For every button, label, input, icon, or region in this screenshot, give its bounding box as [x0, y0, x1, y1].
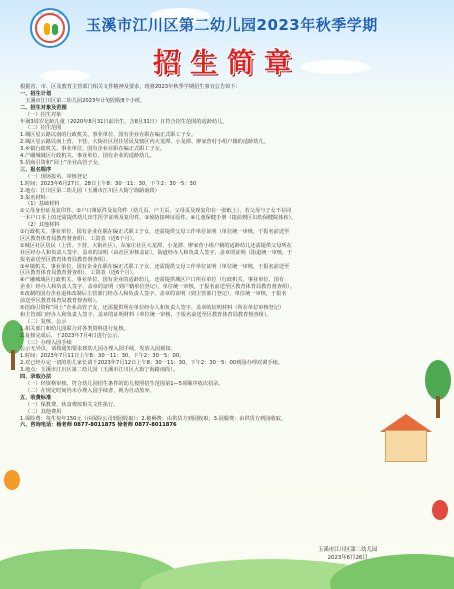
notice-line: 区区教育体育局教育督查组）、工资表（近6个月）。: [20, 270, 138, 277]
notice-line: 玉溪市江川区第二幼儿园2023年计划招收8个小班。: [25, 97, 146, 104]
notice-line: 前送至区教育体育局教育督查组）。: [20, 298, 101, 305]
notice-line: ②城区社区居民（上营、下营、大街社区）、东家庄社区大龙潭、小龙潭、廖家营小组户籍的适龄幼儿还需提供父母所在: [20, 242, 292, 249]
notice-line: （三）办理入园手续: [25, 339, 72, 346]
notice-line: 1.时间：2023年6月27日、28日上午8：30一11：30，下午2：30一5：30: [20, 180, 197, 187]
logo-text: 玉溪市江川区第二幼儿园: [33, 12, 67, 16]
notice-line: ①父母身份证及复印件。②户口簿原件及复印件（幼儿页、户主页、父母页及现复印在一张纸上），若父母与子女不在同: [20, 208, 292, 215]
section-heading: 六、咨询电话：杨老师 0877-8011875 徐老师 0877-8011876: [20, 422, 177, 429]
notice-line: （一）招生对象: [25, 111, 62, 118]
notice-line: 4.产融城域区行政机关、事业单位、国有企业的适龄幼儿。: [20, 153, 155, 160]
notice-line: 企业）经办人和负责人签字、盖章的证明（到户籍单位登记），单位统一审核，于报名前送至区教育体育局教育督查组）。: [20, 284, 295, 291]
school-title: 玉溪市江川区第二幼儿园2023年秋季学期: [86, 16, 378, 34]
notice-line: （二）招生范围: [25, 125, 62, 132]
section-heading: 四、录取办法: [20, 374, 52, 381]
notice-line: 2.城区星云路以南上营、下营、大街社区居住居民及辖区内大龙潭、小龙潭、廖家营村小组户籍的适龄幼儿。: [20, 139, 269, 146]
notice-line: 3.乡镇行政机关、事业单位、国有企业在职在编正式职工子女。: [20, 146, 166, 153]
section-heading: 一、招生计划: [20, 90, 52, 97]
section-heading: 二、招生对象及范围: [20, 104, 67, 111]
notice-line: （二）复核、公示: [25, 318, 67, 325]
notice-line: （1）基础材料: [25, 201, 60, 208]
notice-line: 和主管部门经办人和负责人签字、盖章的证明材料（单位统一审核，于报名前送至区教育体育局教育督查组）。: [20, 311, 272, 318]
section-heading: 三、报名程序: [20, 166, 52, 173]
signature-block: [318, 546, 377, 562]
notice-line: 5.招商引资和“回上”企业高管子女。: [20, 159, 103, 166]
logo-ring: [35, 13, 65, 43]
signature-date: 2023年6月26日: [327, 555, 368, 561]
notice-line: 公示无异议，请按通知要求到幼儿园办理入园手续，发放入园须知。: [20, 346, 176, 353]
notice-line: 年满3周岁足龄儿童（2020年8月31日前出生，含8月31日）且符合招生范围的适龄幼儿。: [20, 118, 228, 125]
notice-line: 2.对已经办完一切的幼儿家长请于2023年7月12日上午8：30一11：30，下午2：30一5：00到园办理对调手续。: [20, 360, 283, 367]
notice-line: 1.相关部门和幼儿园联合对各类资料进行复核。: [20, 325, 129, 332]
notice-line: 3.地点：玉溪市江川区第二幼儿园（玉溪市江川区大街宁海路南段）。: [20, 367, 178, 374]
notice-line: （二）在规定时间内未办理入园手续者，视为自动放弃。: [25, 387, 155, 394]
balloon-decoration: [4, 470, 20, 490]
logo-child-figure: [44, 23, 50, 35]
notice-body: [20, 84, 438, 429]
notice-line: 1.保险费：每生每年150元（由保险公司到园收取）；2.被褥费：由供货方到园收取；3.园服费：由供货方到园收取。: [20, 415, 286, 422]
notice-line: （2）其他材料: [25, 222, 60, 229]
notice-line: （一）现场报名、审核登记: [25, 173, 88, 180]
notice-line: 1.时间：2023年7月11日上午8：30一11：30，下午2：30一5：00。: [20, 353, 185, 360]
section-heading: 五、收费标准: [20, 394, 52, 401]
notice-line: 社区经办人和负责人签字、盖章的证明（由社区审核盖证），街道经办人和负责人签字、盖章的证明（街道统一审核，于: [20, 249, 293, 256]
main-title: 招生简章: [153, 48, 301, 79]
notice-line: 报名前送至区教育体育局教育督查组）。: [20, 256, 111, 263]
logo-child-figure: [52, 24, 58, 35]
house-decoration: [385, 430, 427, 462]
notice-line: （二）其他费用: [25, 408, 62, 415]
grass-hills: [0, 531, 454, 589]
notice-line: ④产融城域区行政机关、事业单位、国有企业的适龄幼儿，还需提供城区户口所在单位（行政机关、事业单位、国有: [20, 277, 285, 284]
notice-line: ③乡镇机关、事业单位、国有企业在职在编正式职工子女，还需提供父母工作单位证明（单位统一审核，于报名前送至: [20, 263, 290, 270]
notice-line: （一）保教费、伙食费按相关文件执行。: [25, 401, 119, 408]
notice-line: 一本户口本上的还需提供幼儿出生医学证明及复印件。③预防接种证原件。④儿童保健手册（提前到区妇幼保健院体检）。: [20, 215, 297, 222]
notice-line: （一）经资格审核，符合幼儿园招生条件的幼儿按照招生范围第1—5项顺序依次招录。: [25, 380, 224, 387]
notice-line: 2.地点：江川区第二幼儿园（玉溪市江川区大街宁海路南段）: [20, 187, 160, 194]
notice-line: ①行政机关、事业单位、国有企业在职在编正式职工子女，还需提供父母工作单位证明（单位统一审核，于报名前送至: [20, 229, 290, 236]
notice-line: ⑤招商引资和“回上”企业高管子女，还需提供所在单位经办人和负责人签字、盖章的证明材料（所在单位审核登记）: [20, 305, 285, 311]
notice-line: ⑤改制的国有企业退休改制后主管部门经办人和负责人签字、盖章的证明（到主管部门登记），单位统一审核，于报名: [20, 291, 287, 298]
notice-line: 2.复核完成后，于2023年7月4日进行公示。: [20, 332, 123, 339]
notice-line: 根据省、市、区及教育主管部门相关文件精神及要求，现将2023年秋季学期招生事宜公告如下：: [20, 84, 241, 90]
notice-line: 1.城区星云路以南的行政机关、事业单位、国有企业在职在编正式职工子女。: [20, 132, 197, 139]
notice-line: 区区教育体育局教育督查组）、工资表（近6个月）。: [20, 235, 138, 242]
signature-org: 玉溪市江川区第二幼儿园: [318, 547, 378, 553]
balloon-decoration: [432, 500, 448, 520]
notice-line: 3.报名材料：: [20, 194, 51, 201]
tree-trunk-decoration: [11, 350, 15, 370]
